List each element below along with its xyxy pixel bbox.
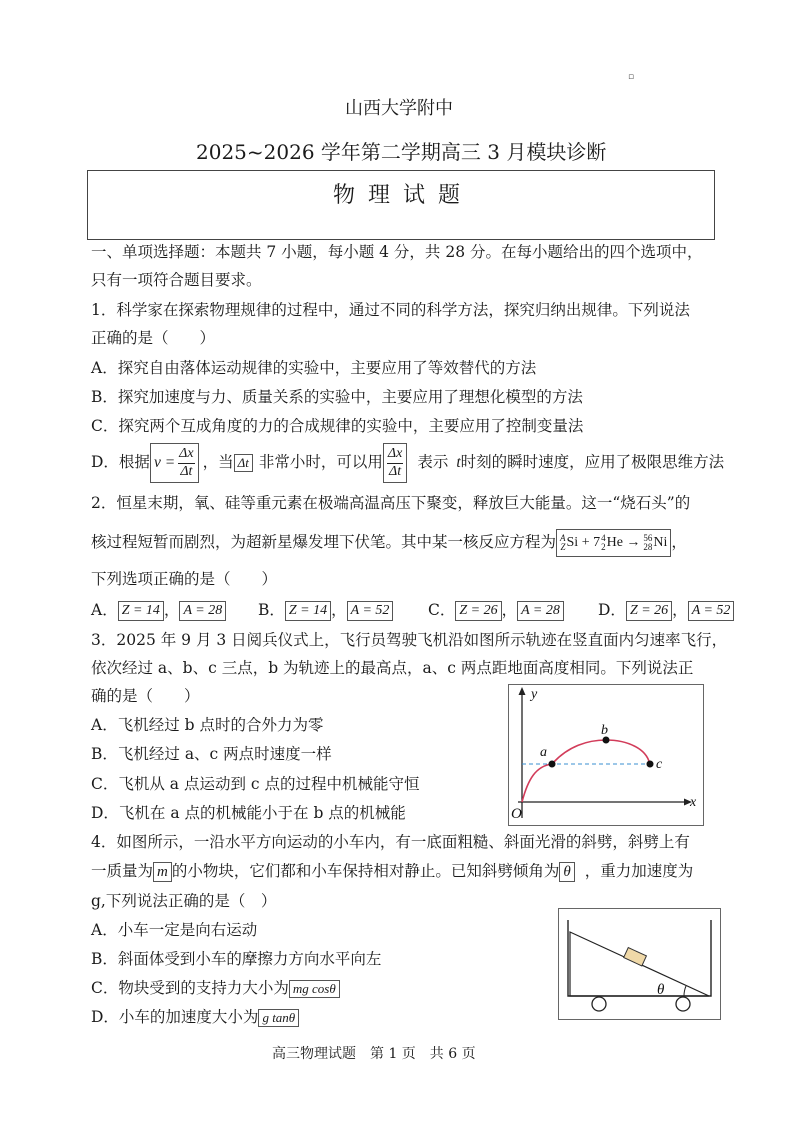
q1-d-denominator2: Δt	[389, 463, 402, 479]
q2-he-charge: 2	[601, 542, 606, 552]
q3-stem-line2: 依次经过 a、b、c 三点，b 为轨迹上的最高点，a、c 两点距地面高度相同。下列说法正	[91, 659, 694, 677]
q4-option-d	[91, 1005, 299, 1031]
q1-option-b: B．探究加速度与力、质量关系的实验中，主要应用了理想化模型的方法	[91, 388, 583, 406]
q2-a-label: A．	[91, 601, 118, 620]
q2-a-sep: ，	[163, 601, 180, 620]
q2-a-a: A = 28	[179, 601, 226, 620]
q1-option-d	[91, 441, 724, 485]
q2-he: He →	[606, 535, 641, 550]
q4-option-b: B．斜面体受到小车的摩擦力方向水平向左	[91, 950, 382, 968]
q2-option-d	[598, 601, 734, 620]
q1-d-prefix: D．根据	[91, 453, 150, 472]
q3-y-arrow	[519, 687, 526, 695]
q2-d-label: D．	[598, 601, 626, 620]
page-footer: 高三物理试题 第 1 页 共 6 页	[272, 1046, 476, 1062]
q4-stem-line1: 4．如图所示，一沿水平方向运动的小车内，有一底面粗糙、斜面光滑的斜劈，斜劈上有	[91, 833, 690, 851]
q2-si: Si + 7	[566, 535, 601, 550]
q3-label-c: c	[656, 757, 663, 772]
q2-b-z: Z = 14	[285, 601, 331, 620]
q2-option-b	[258, 601, 428, 620]
q1-d-velocity-formula	[150, 443, 199, 483]
q2-stem-line2	[91, 528, 687, 558]
section-heading-line1: 一、单项选择题：本题共 7 小题，每小题 4 分，共 28 分。在每小题给出的四个选项中，	[91, 243, 703, 261]
q2-si-charge: Z	[560, 542, 566, 552]
q4-d-formula-box: g tanθ	[258, 1009, 299, 1027]
q1-d-suffix: 时刻的瞬时速度，应用了极限思维方法	[460, 453, 725, 472]
q4-angle-arc	[684, 986, 686, 996]
q1-option-a: A．探究自由落体运动规律的实验中，主要应用了等效替代的方法	[91, 359, 537, 377]
q2-c-label: C．	[428, 601, 456, 620]
q2-b-a: A = 52	[347, 601, 394, 620]
q4-stem-suffix: ，重力加速度为	[584, 862, 694, 881]
q2-b-label: B．	[258, 601, 285, 620]
q2-stem-line1: 2．恒星末期，氧、硅等重元素在极端高温高压下聚变，释放巨大能量。这一“烧石头”的	[91, 494, 691, 512]
q2-c-z: Z = 26	[455, 601, 501, 620]
q2-he-mass: 4	[601, 533, 606, 543]
q3-trajectory-figure	[508, 684, 704, 826]
q1-d-ratio-formula	[383, 443, 407, 483]
q4-mass-box: m	[153, 862, 172, 883]
q2-nuclear-equation	[556, 529, 671, 557]
q4-angle-label: θ	[657, 982, 665, 998]
q4-wheel-right	[676, 997, 690, 1011]
school-name: 山西大学附中	[345, 98, 453, 119]
q2-d-sep: ，	[672, 601, 688, 620]
q2-d-a: A = 52	[688, 601, 735, 620]
q2-si-mass: A	[560, 533, 566, 543]
q4-cart-figure	[558, 908, 721, 1020]
q2-a-z: Z = 14	[118, 601, 164, 620]
q1-d-denominator: Δt	[180, 463, 193, 479]
q2-options	[91, 598, 734, 624]
q4-d-prefix: D．小车的加速度大小为	[91, 1008, 259, 1027]
q1-d-numerator2: Δx	[387, 446, 403, 463]
q1-stem-line1: 1．科学家在探索物理规律的过程中，通过不同的科学方法，探究归纳出规律。下列说法	[91, 301, 690, 319]
q1-d-mid2: 非常小时，可以用	[258, 453, 383, 472]
q2-c-sep: ，	[501, 601, 518, 620]
q4-option-c	[91, 976, 340, 1002]
q3-point-c	[647, 761, 654, 768]
subject-title: 物 理 试 题	[333, 183, 463, 208]
q1-d-mid3: 表示	[417, 453, 449, 472]
q3-option-a: A．飞机经过 b 点时的合外力为零	[91, 716, 324, 734]
q4-wheel-left	[592, 997, 606, 1011]
section-heading-line2: 只有一项符合题目要求。	[91, 271, 262, 289]
q1-d-v: v =	[153, 454, 176, 472]
q2-ni-mass: 56	[643, 533, 653, 543]
q2-d-z: Z = 26	[626, 601, 672, 620]
q3-label-a: a	[540, 745, 547, 760]
q1-stem-line2: 正确的是（ ）	[91, 329, 216, 347]
q2-option-a	[91, 601, 258, 620]
q1-d-mid1: ，当	[202, 453, 234, 472]
q1-option-c: C．探究两个互成角度的力的合成规律的实验中，主要应用了控制变量法	[91, 417, 584, 435]
q1-d-numerator: Δx	[178, 446, 194, 463]
q4-c-prefix: C．物块受到的支持力大小为	[91, 979, 289, 998]
q3-option-b: B．飞机经过 a、c 两点时速度一样	[91, 745, 332, 763]
q4-stem-line2	[91, 858, 693, 886]
q2-stem-line3: 下列选项正确的是（ ）	[91, 570, 278, 588]
q4-block	[624, 948, 647, 966]
q2-stem-suffix: ，	[671, 533, 687, 552]
q2-ni-charge: 28	[643, 542, 653, 552]
q3-stem-line3: 确的是（ ）	[91, 687, 200, 705]
q4-theta-box: θ	[559, 862, 574, 883]
q4-option-a: A．小车一定是向右运动	[91, 921, 258, 939]
q2-b-sep: ，	[331, 601, 347, 620]
q4-stem-prefix: 一质量为	[91, 862, 154, 881]
q3-figure-frame	[509, 685, 704, 826]
q4-c-formula-box: mg cosθ	[289, 980, 340, 998]
q3-label-o: O	[511, 806, 522, 822]
q3-label-x: x	[690, 795, 697, 810]
q3-option-c: C．飞机从 a 点运动到 c 点的过程中机械能守恒	[91, 775, 420, 793]
q2-stem-prefix: 核过程短暂而剧烈，为超新星爆发埋下伏笔。其中某一核反应方程为	[91, 533, 557, 552]
q3-label-y: y	[531, 687, 538, 702]
q4-stem-line3: g,下列说法正确的是（ ）	[91, 892, 277, 910]
small-mark: ▫	[628, 72, 635, 82]
q2-option-c	[428, 601, 598, 620]
q1-d-t: t	[456, 454, 461, 472]
q1-d-dt-box: Δt	[234, 454, 253, 472]
q2-ni: Ni	[653, 535, 668, 550]
q3-label-b: b	[601, 723, 608, 738]
q4-stem-mid: 的小物块，它们都和小车保持相对静止。已知斜劈倾角为	[171, 862, 560, 881]
q3-stem-line1: 3．2025 年 9 月 3 日阅兵仪式上，飞行员驾驶飞机沿如图所示轨迹在竖直面内匀速率飞行，	[91, 631, 728, 649]
q3-point-a	[549, 761, 556, 768]
exam-title: 2025~2026 学年第二学期高三 3 月模块诊断	[196, 140, 607, 164]
q2-c-a: A = 28	[517, 601, 564, 620]
q3-option-d: D．飞机在 a 点的机械能小于在 b 点的机械能	[91, 804, 406, 822]
